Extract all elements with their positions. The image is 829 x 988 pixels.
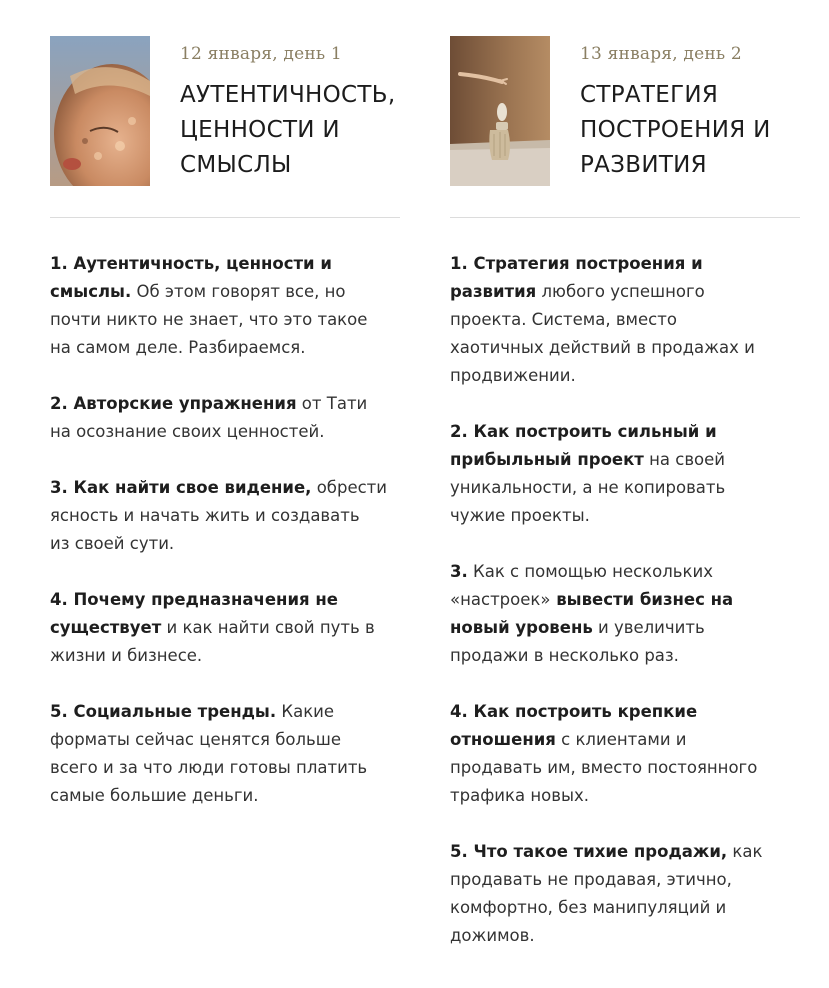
- topic-item: [50, 698, 400, 810]
- topic-line: [450, 558, 800, 586]
- topic-text-bold: 2. Как построить сильный и: [450, 422, 717, 441]
- topic-line: [50, 698, 400, 726]
- day-2-topic-list: [450, 250, 800, 950]
- topic-text: от Тати: [296, 394, 368, 413]
- topic-item: [450, 698, 800, 810]
- topic-line: [50, 390, 400, 418]
- topic-item: [450, 838, 800, 950]
- topic-line: [50, 726, 400, 754]
- day-2-divider: [450, 217, 800, 218]
- topic-text: хаотичных действий в продажах и: [450, 338, 755, 357]
- topic-text: почти никто не знает, что это такое: [50, 310, 368, 329]
- topic-text: Как с помощью нескольких: [467, 562, 713, 581]
- topic-text: из своей сути.: [50, 534, 175, 553]
- day-2-image: [450, 36, 550, 186]
- topic-line: [450, 278, 800, 306]
- topic-line: [50, 334, 400, 362]
- topic-text-bold: 5. Социальные тренды.: [50, 702, 277, 721]
- topic-line: [50, 614, 400, 642]
- topic-text-bold: отношения: [450, 730, 556, 749]
- topic-line: [50, 306, 400, 334]
- woman-face-sunlight-photo-icon: [50, 36, 150, 186]
- topic-line: [50, 754, 400, 782]
- topic-line: [450, 894, 800, 922]
- topic-line: [450, 586, 800, 614]
- topic-text-bold: 4. Почему предназначения не: [50, 590, 338, 609]
- day-1-title-line: ЦЕННОСТИ И: [180, 117, 340, 143]
- topic-text: Какие: [276, 702, 335, 721]
- day-2-titles: [580, 36, 771, 183]
- topic-line: [450, 642, 800, 670]
- topic-line: [450, 334, 800, 362]
- topic-text-bold: вывести бизнес на: [550, 590, 734, 609]
- topic-text: на своей: [643, 450, 726, 469]
- topic-text: продавать им, вместо постоянного: [450, 758, 758, 777]
- day-2-date: 13 января, день 2: [580, 44, 742, 64]
- topic-text-bold: 3.: [450, 562, 468, 581]
- topic-text: комфортно, без манипуляций и: [450, 898, 727, 917]
- topic-text: с клиентами и: [555, 730, 687, 749]
- topic-text: дожимов.: [450, 926, 535, 945]
- topic-line: [450, 418, 800, 446]
- topic-line: [50, 278, 400, 306]
- topic-text: «настроек»: [450, 590, 551, 609]
- topic-text-bold: прибыльный проект: [450, 450, 644, 469]
- topic-item: [450, 558, 800, 670]
- day-1-title-line: СМЫСЛЫ: [180, 152, 292, 178]
- topic-text: ясность и начать жить и создавать: [50, 506, 360, 525]
- day-2-title-line: СТРАТЕГИЯ: [580, 82, 719, 108]
- topic-text: самые большие деньги.: [50, 786, 259, 805]
- day-1-title: [180, 78, 395, 183]
- day-1-topic-list: [50, 250, 400, 810]
- topic-text: всего и за что люди готовы платить: [50, 758, 368, 777]
- topic-line: [50, 474, 400, 502]
- day-2-title: [580, 78, 771, 183]
- topic-line: [450, 782, 800, 810]
- topic-line: [450, 446, 800, 474]
- topic-line: [50, 586, 400, 614]
- topic-text-bold: 4. Как построить крепкие: [450, 702, 698, 721]
- topic-line: [450, 250, 800, 278]
- topic-line: [450, 698, 800, 726]
- topic-text-bold: существует: [50, 618, 162, 637]
- topic-line: [450, 474, 800, 502]
- topic-text: уникальности, а не копировать: [450, 478, 726, 497]
- day-1-header: [50, 36, 400, 186]
- topic-line: [450, 362, 800, 390]
- topic-line: [450, 754, 800, 782]
- topic-item: [50, 474, 400, 558]
- topic-line: [450, 866, 800, 894]
- topic-text-bold: 5. Что такое тихие продажи,: [450, 842, 728, 861]
- topic-text: на самом деле. Разбираемся.: [50, 338, 306, 357]
- day-2-header: [450, 36, 800, 186]
- topic-line: [450, 838, 800, 866]
- topic-text-bold: 3. Как найти свое видение,: [50, 478, 312, 497]
- day-2-title-line: РАЗВИТИЯ: [580, 152, 707, 178]
- topic-text-bold: развития: [450, 282, 537, 301]
- hand-with-vases-photo-icon: [450, 36, 550, 186]
- topic-text: чужие проекты.: [450, 506, 590, 525]
- day-1-titles: [180, 36, 395, 183]
- topic-text: и увеличить: [592, 618, 705, 637]
- topic-line: [450, 306, 800, 334]
- topic-text-bold: 1. Аутентичность, ценности и: [50, 254, 332, 273]
- topic-text-bold: 2. Авторские упражнения: [50, 394, 297, 413]
- topic-text: трафика новых.: [450, 786, 589, 805]
- topic-text: продажи в несколько раз.: [450, 646, 679, 665]
- day-1-divider: [50, 217, 400, 218]
- topic-line: [450, 922, 800, 950]
- topic-line: [50, 250, 400, 278]
- topic-text: продавать не продавая, этично,: [450, 870, 732, 889]
- topic-line: [450, 614, 800, 642]
- day-2-title-line: ПОСТРОЕНИЯ И: [580, 117, 771, 143]
- topic-text: жизни и бизнесе.: [50, 646, 203, 665]
- topic-line: [50, 530, 400, 558]
- topic-text: обрести: [311, 478, 388, 497]
- topic-text: проекта. Система, вместо: [450, 310, 677, 329]
- topic-text-bold: новый уровень: [450, 618, 593, 637]
- topic-text: продвижении.: [450, 366, 576, 385]
- topic-text: и как найти свой путь в: [161, 618, 375, 637]
- day-2-column: [450, 36, 800, 978]
- topic-item: [50, 250, 400, 362]
- topic-line: [50, 642, 400, 670]
- topic-text-bold: смыслы.: [50, 282, 132, 301]
- topic-text: Об этом говорят все, но: [131, 282, 346, 301]
- topic-item: [50, 586, 400, 670]
- day-1-image: [50, 36, 150, 186]
- topic-text-bold: 1. Стратегия построения и: [450, 254, 703, 273]
- topic-item: [450, 250, 800, 390]
- topic-line: [50, 502, 400, 530]
- topic-line: [450, 726, 800, 754]
- topic-text: форматы сейчас ценятся больше: [50, 730, 341, 749]
- topic-line: [50, 418, 400, 446]
- topic-item: [450, 418, 800, 530]
- day-1-column: [50, 36, 400, 838]
- day-1-date: 12 января, день 1: [180, 44, 342, 64]
- topic-item: [50, 390, 400, 446]
- topic-line: [450, 502, 800, 530]
- topic-text: как: [727, 842, 763, 861]
- topic-text: на осознание своих ценностей.: [50, 422, 325, 441]
- topic-line: [50, 782, 400, 810]
- topic-text: любого успешного: [536, 282, 705, 301]
- day-1-title-line: АУТЕНТИЧНОСТЬ,: [180, 82, 396, 108]
